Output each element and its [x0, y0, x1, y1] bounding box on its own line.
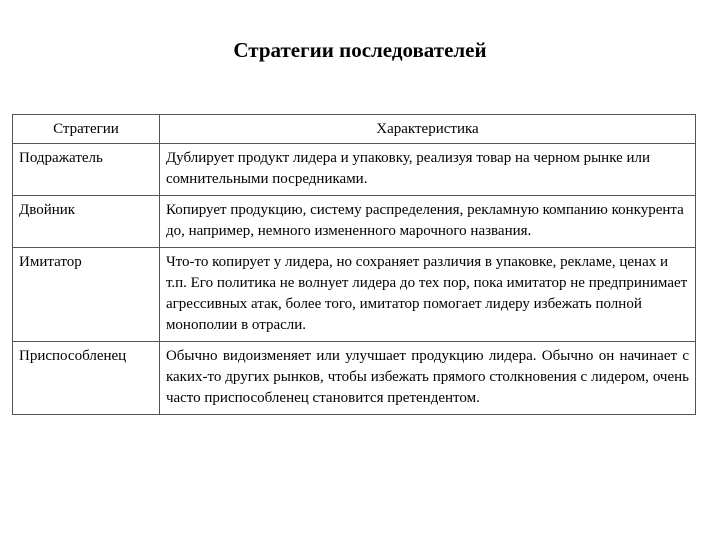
strategy-description: Обычно видоизменяет или улучшает продукцию лидера. Обычно он начинает с каких-то других рынков, чтобы избежать прямого столкновения с лидером, очень часто приспособленец становится претендентом. — [159, 342, 695, 415]
column-header-strategies: Стратегии — [13, 115, 160, 144]
table-header-row — [13, 115, 696, 144]
strategies-table — [12, 114, 696, 415]
column-header-characteristic: Характеристика — [159, 115, 695, 144]
strategy-name: Имитатор — [13, 248, 160, 342]
strategy-description: Копирует продукцию, систему распределения, рекламную компанию конкурента до, например, немного измененного марочного названия. — [159, 196, 695, 248]
table-row — [13, 144, 696, 196]
strategy-name: Подражатель — [13, 144, 160, 196]
table-row — [13, 248, 696, 342]
strategy-name: Приспособленец — [13, 342, 160, 415]
strategy-description: Дублирует продукт лидера и упаковку, реализуя товар на черном рынке или сомнительными посредниками. — [159, 144, 695, 196]
table-row — [13, 342, 696, 415]
page-title: Стратегии последователей — [233, 38, 487, 62]
strategy-name: Двойник — [13, 196, 160, 248]
strategy-description: Что-то копирует у лидера, но сохраняет различия в упаковке, рекламе, ценах и т.п. Его политика не волнует лидера до тех пор, пока имитатор не предпринимает агрессивных атак, более того, имитатор помогает лидеру избежать полной монополии в отрасли. — [159, 248, 695, 342]
table-row — [13, 196, 696, 248]
